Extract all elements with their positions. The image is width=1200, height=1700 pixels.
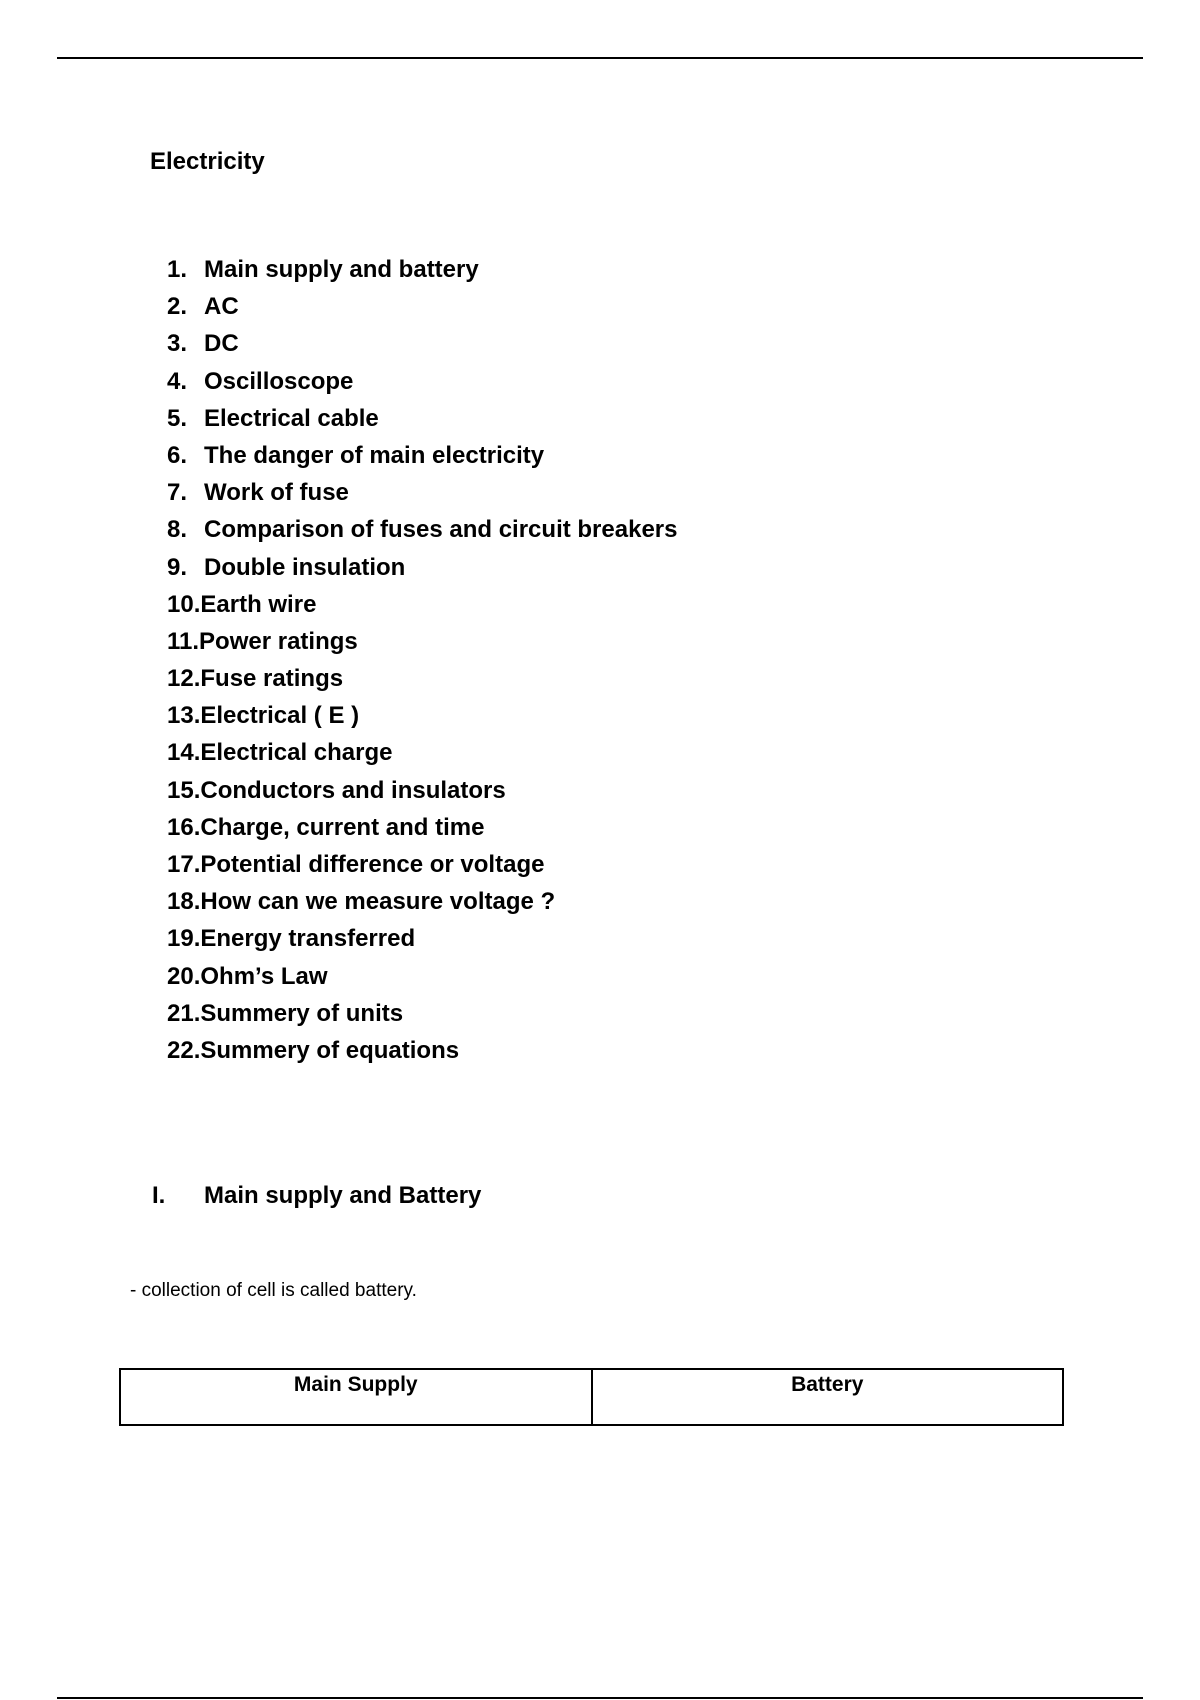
list-item xyxy=(167,626,677,663)
list-item-number: 11. xyxy=(167,627,200,655)
list-item-label: Power ratings xyxy=(199,627,358,655)
list-item xyxy=(167,700,677,737)
list-item-number: 9. xyxy=(167,553,188,581)
list-item-number: 7. xyxy=(167,479,188,507)
list-item xyxy=(167,366,677,403)
section-heading xyxy=(152,1180,481,1212)
list-item xyxy=(167,923,677,960)
list-item xyxy=(167,737,677,774)
list-item-number: 17. xyxy=(167,851,201,878)
table-header-row xyxy=(120,1369,1063,1425)
list-item-label: AC xyxy=(204,293,239,321)
comparison-table xyxy=(119,1368,1064,1426)
list-item-label: Fuse ratings xyxy=(200,665,344,693)
list-item-number: 12. xyxy=(167,665,201,693)
list-item xyxy=(167,440,677,477)
list-item-number: 18. xyxy=(167,888,201,916)
list-item-number: 1. xyxy=(167,256,188,283)
list-item-label: Earth wire xyxy=(200,590,317,618)
list-item-label: Double insulation xyxy=(204,553,406,581)
list-item-number: 3. xyxy=(167,330,188,358)
list-item-number: 10. xyxy=(167,590,201,618)
list-item-number: 22. xyxy=(167,1036,201,1064)
list-item xyxy=(167,663,677,700)
list-item-number: 13. xyxy=(167,702,201,730)
list-item-number: 8. xyxy=(167,516,188,544)
list-item xyxy=(167,552,677,589)
list-item-label: DC xyxy=(204,330,239,358)
list-item-label: Energy transferred xyxy=(200,925,416,953)
list-item xyxy=(167,886,677,923)
section-number: I. xyxy=(152,1182,166,1209)
list-item-number: 6. xyxy=(167,441,188,469)
list-item-label: Ohm’s Law xyxy=(200,962,328,990)
list-item-number: 2. xyxy=(167,293,188,321)
list-item-label: Main supply and battery xyxy=(204,256,479,283)
list-item-label: Electrical ( E ) xyxy=(200,702,360,730)
list-item-number: 20. xyxy=(167,962,201,990)
document-title: Electricity xyxy=(150,148,265,175)
list-item-number: 16. xyxy=(167,813,201,841)
list-item-number: 14. xyxy=(167,739,201,767)
list-item-label: Summery of equations xyxy=(200,1036,460,1064)
list-item xyxy=(167,961,677,998)
list-item-label: Summery of units xyxy=(200,999,404,1027)
table-header-battery: Battery xyxy=(592,1369,1064,1425)
list-item xyxy=(167,775,677,812)
list-item-number: 15. xyxy=(167,776,201,804)
list-item xyxy=(167,1035,677,1072)
list-item-label: Potential difference or voltage xyxy=(200,851,545,878)
list-item-label: Charge, current and time xyxy=(200,813,485,841)
topic-list xyxy=(167,254,677,1072)
footer-rule xyxy=(57,1697,1143,1699)
header-rule xyxy=(57,57,1143,59)
list-item xyxy=(167,291,677,328)
list-item-label: Oscilloscope xyxy=(204,367,354,395)
list-item-number: 4. xyxy=(167,367,188,395)
list-item xyxy=(167,477,677,514)
list-item xyxy=(167,328,677,365)
table-header-main-supply: Main Supply xyxy=(120,1369,592,1425)
list-item xyxy=(167,812,677,849)
list-item-label: Conductors and insulators xyxy=(200,776,506,804)
list-item xyxy=(167,254,677,291)
list-item xyxy=(167,849,677,886)
list-item xyxy=(167,403,677,440)
list-item xyxy=(167,589,677,626)
list-item xyxy=(167,514,677,551)
list-item xyxy=(167,998,677,1035)
list-item-label: How can we measure voltage ? xyxy=(200,888,556,916)
section-note: - collection of cell is called battery. xyxy=(130,1280,417,1301)
list-item-number: 19. xyxy=(167,925,201,953)
list-item-number: 5. xyxy=(167,404,188,432)
list-item-label: The danger of main electricity xyxy=(204,441,545,469)
list-item-label: Electrical cable xyxy=(204,404,379,432)
section-title: Main supply and Battery xyxy=(204,1182,482,1209)
list-item-number: 21. xyxy=(167,999,201,1027)
list-item-label: Comparison of fuses and circuit breakers xyxy=(204,516,678,544)
list-item-label: Electrical charge xyxy=(200,739,393,767)
list-item-label: Work of fuse xyxy=(204,479,349,507)
